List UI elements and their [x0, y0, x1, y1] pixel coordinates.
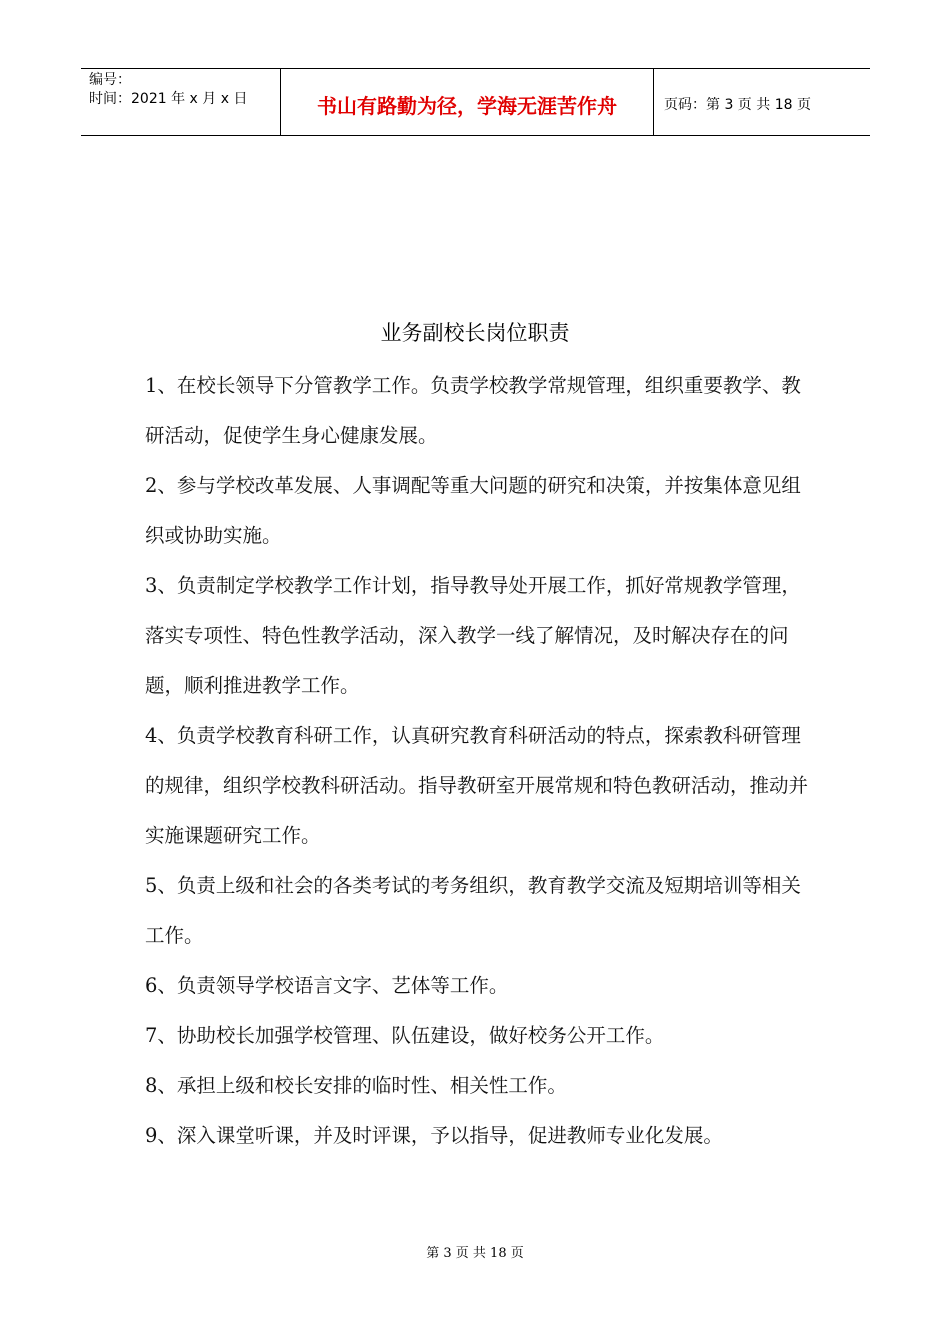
paragraph-5: 5、负责上级和社会的各类考试的考务组织，教育教学交流及短期培训等相关工作。: [145, 874, 801, 947]
header-page-info: 页码：第 3 页 共 18 页: [664, 97, 811, 113]
header-motto: 书山有路勤为径，学海无涯苦作舟: [281, 69, 654, 135]
header-meta: [81, 69, 281, 135]
document-header: [81, 68, 870, 136]
document-title: 业务副校长岗位职责: [380, 321, 570, 345]
paragraph-9: 9、深入课堂听课，并及时评课，予以指导，促进教师专业化发展。: [145, 1124, 723, 1147]
number-label: 编号：: [89, 72, 131, 88]
paragraph-2: 2、参与学校改革发展、人事调配等重大问题的研究和决策，并按集体意见组织或协助实施。: [145, 474, 801, 547]
time-label: 时间：2021 年 x 月 x 日: [89, 91, 248, 107]
page-footer: 第 3 页 共 18 页: [426, 1246, 524, 1261]
paragraph-8: 8、承担上级和校长安排的临时性、相关性工作。: [145, 1074, 567, 1097]
paragraph-7: 7、协助校长加强学校管理、队伍建设，做好校务公开工作。: [145, 1024, 665, 1047]
document-body: [145, 361, 815, 1161]
paragraph-4: 4、负责学校教育科研工作，认真研究教育科研活动的特点，探索教科研管理的规律，组织学校教科研活动。指导教研室开展常规和特色教研活动，推动并实施课题研究工作。: [145, 724, 809, 847]
paragraph-6: 6、负责领导学校语言文字、艺体等工作。: [145, 974, 509, 997]
paragraph-1: 1、在校长领导下分管教学工作。负责学校教学常规管理，组织重要教学、教研活动，促使学生身心健康发展。: [145, 374, 801, 447]
paragraph-3: 3、负责制定学校教学工作计划，指导教导处开展工作，抓好常规教学管理，落实专项性、特色性教学活动，深入教学一线了解情况，及时解决存在的问题，顺利推进教学工作。: [145, 574, 801, 697]
